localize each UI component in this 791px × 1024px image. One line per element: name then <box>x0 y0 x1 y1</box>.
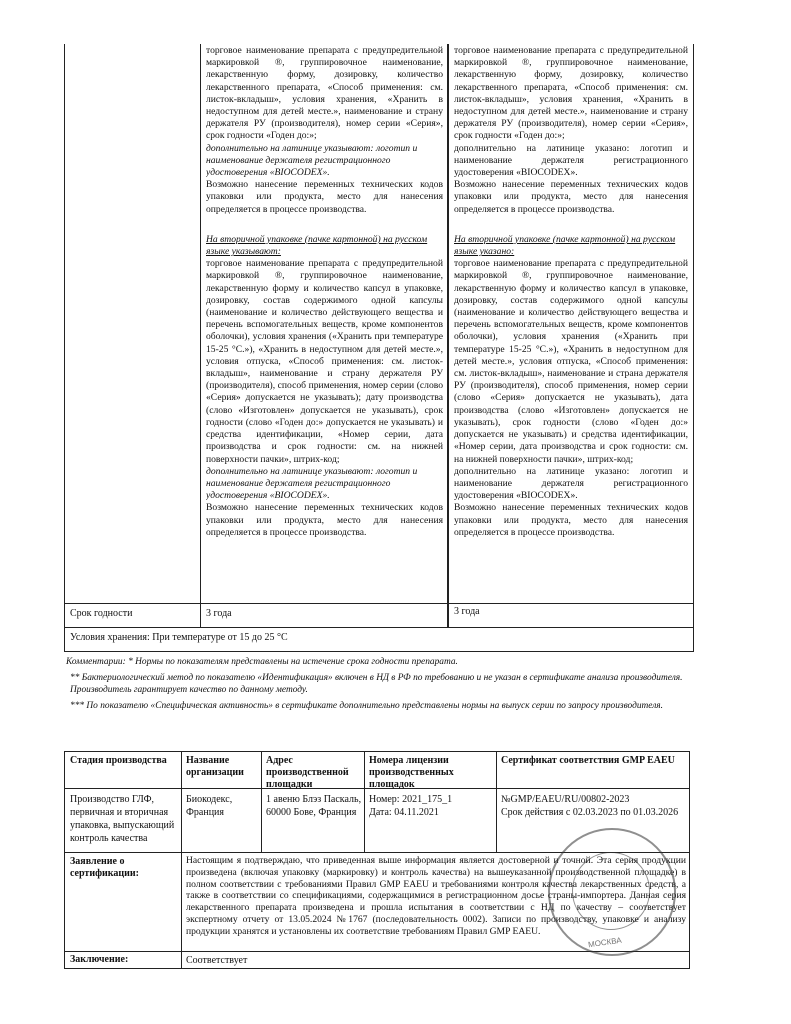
row-address: 1 авеню Блэз Паскаль, 60000 Бове, Франция <box>266 794 362 818</box>
result-primary-text: торговое наименование препарата с предупредительной маркировкой ®, группировочное наименование, лекарственную форму, дозировку, количество лекарственного препарата, «Способ применения: см. листок-вкладыш», условия хранения, «Хранить в недоступном для детей месте.», наименование и страну держателя РУ (производителя), номер серии «Серия», срок годности «Годен до:»; <box>454 45 688 142</box>
lower-table-col2 <box>261 751 262 853</box>
result-secondary-text: торговое наименование препарата с предупредительной маркировкой ®, группировочное наименование, лекарственную форму и количество капсул в упаковке, дозировку, состав содержимого одной капсулы (наименование и количество действующего вещества и перечень вспомогательных веществ, кроме компонентов оболочки), условия хранения («Хранить при температуре 15-25 °С.»), «Хранить в недоступном для детей месте.», условия отпуска, «Способ применения: см. листок-вкладыш», наименование и страна держателя РУ (производителя), способ применения, номер серии (слово «Серия» допускается не указывать), дата производства (слово «Изготовлен» допускается не указывать), срок годности (слово «Годен до:» допускается не указывать) и средства идентификации, «Номер серии, дата производства и срок годности: см. на нижней поверхности пачки», штрих-код; <box>454 258 688 465</box>
spec-secondary-codes-note: Возможно нанесение переменных технических кодов упаковки или продукта, место для нанесения определяется в процессе производства. <box>206 502 443 538</box>
comments-prefix: Комментарии: <box>66 657 126 667</box>
shelf-life-label: Срок годности <box>70 608 133 619</box>
lower-table-right <box>689 751 690 969</box>
result-latin-note: дополнительно на латинице указано: логотип и наименование держателя регистрационного удостоверения «BIOCODEX». <box>454 142 688 179</box>
statement-label: Заявление о сертификации: <box>70 856 140 879</box>
spec-secondary-text: торговое наименование препарата с предупредительной маркировкой ®, группировочное наименование, лекарственную форму и количество капсул в упаковке, дозировку, состав содержимого одной капсулы (наименование и количество действующего вещества и перечень вспомогательных веществ, кроме компонентов оболочки), условия хранения («Хранить при температуре 15-25 °С.»), «Хранить в недоступном для детей месте.», условия отпуска, «Способ применения: см. листок-вкладыш», наименование и страну держателя РУ (производителя), способ применения, номер серии (слово «Серия» допускается не указывать); дату производства (слово «Изготовлен» допускается не указывать), срок годности (слово «Годен до:» допускается не указывать) и средства идентификации, «Номер серии, дата производства и срок годности: см. на нижней поверхности пачки», штрих-код; <box>206 258 443 465</box>
comment-line-2: ** Бактериологический метод по показателю «Идентификация» включен в НД в РФ по требованию и не указан в сертификате анализа производителя. Производитель гарантирует качество по данному методу. <box>70 672 683 695</box>
storage-conditions: Условия хранения: При температуре от 15 до 25 °С <box>70 632 288 643</box>
comment-1-text: * Нормы по показателям представлены на истечение срока годности препарата. <box>128 657 458 667</box>
upper-table-bottom <box>64 651 694 652</box>
spec-cell <box>206 45 443 601</box>
result-codes-note: Возможно нанесение переменных технических кодов упаковки или продукта, место для нанесения определяется в процессе производства. <box>454 179 688 215</box>
header-license: Номера лицензии производственных площадок <box>369 755 454 790</box>
header-gmp: Сертификат соответствия GMP EAEU <box>501 755 675 766</box>
statement-text: Настоящим я подтверждаю, что приведенная выше информация является достоверной и точной. Эта серия продукции произведена (включая упаковку (маркировку) и контроль качества) на вышеуказанной производственной площадке) в полном соответствии с требованиями Правил GMP EAEU и требованиями контроля качества лекарственных средств, а также в соответствии со спецификациями, содержащимися в регистрационном досье страны-импортера. Данная серия лекарственного препарата произведена и прошла испытания в соответствии с НД по качеству – соответствует экспертному отчету от 13.05.2024 №1767 (последовательность 0002). Записи по производству, упаковке и анализу продукции хранятся и установлены их соответствие требованиям Правил GMP EAEU. <box>186 855 686 937</box>
stamp-text: МОСКВА <box>587 935 623 950</box>
row-gmp <box>501 793 687 819</box>
license-date: Дата: 04.11.2021 <box>369 807 439 818</box>
header-org: Название организации <box>186 755 244 778</box>
lower-table-left <box>64 751 65 969</box>
lower-table-col4 <box>496 751 497 853</box>
header-stage: Стадия производства <box>70 755 167 766</box>
spec-secondary-latin-note: дополнительно на латинице указывают: логотип и наименование держателя регистрационного удостоверения «BIOCODEX». <box>206 465 418 502</box>
row-license <box>369 793 493 819</box>
header-address: Адрес производственной площадки <box>266 755 349 790</box>
lower-table-col1 <box>181 751 182 969</box>
gmp-validity: Срок действия с 02.03.2023 по 01.03.2026 <box>501 807 679 818</box>
row-stage: Производство ГЛФ, первичная и вторичная упаковка, выпускающий контроль качества <box>70 794 175 844</box>
upper-table-border-right <box>693 44 694 652</box>
spec-latin-note: дополнительно на латинице указывают: логотип и наименование держателя регистрационного удостоверения «BIOCODEX». <box>206 142 418 179</box>
lower-table-top <box>64 751 690 752</box>
lower-table-bottom <box>64 968 690 969</box>
shelf-life-result: 3 года <box>454 606 480 617</box>
row-org: Биокодекс, Франция <box>186 794 233 818</box>
round-stamp-inner <box>572 852 650 930</box>
result-secondary-heading: На вторичной упаковке (пачке картонной) на русском языке указано: <box>454 233 676 258</box>
upper-table-col1 <box>200 44 201 627</box>
lower-table-col3 <box>364 751 365 853</box>
shelf-life-spec: 3 года <box>206 608 232 619</box>
spacer <box>206 216 443 234</box>
spec-secondary-heading: На вторичной упаковке (пачке картонной) на русском языке указывают: <box>206 233 428 258</box>
spacer <box>454 216 688 234</box>
result-cell <box>454 45 688 601</box>
upper-table-border-left <box>64 44 65 652</box>
result-secondary-latin-note: дополнительно на латинице указано: логотип и наименование держателя регистрационного удостоверения «BIOCODEX». <box>454 465 688 502</box>
comments-block <box>66 656 698 712</box>
conclusion-label: Заключение: <box>70 954 129 965</box>
result-secondary-codes-note: Возможно нанесение переменных технических кодов упаковки или продукта, место для нанесения определяется в процессе производства. <box>454 502 688 538</box>
upper-table-row-shelf <box>64 603 694 604</box>
comment-line-1 <box>66 656 698 669</box>
spec-codes-note: Возможно нанесение переменных технических кодов упаковки или продукта, место для нанесения определяется в процессе производства. <box>206 179 443 215</box>
spec-primary-text: торговое наименование препарата с предупредительной маркировкой ®, группировочное наименование, лекарственную форму, дозировку, количество лекарственного препарата, «Способ применения: см. листок-вкладыш», условия хранения, «Хранить в недоступном для детей месте.», наименование и страну держателя РУ (производителя), номер серии «Серия», срок годности «Годен до:»; <box>206 45 443 142</box>
upper-table-col2 <box>447 44 449 627</box>
conclusion-value: Соответствует <box>186 955 248 966</box>
upper-table-row-storage <box>64 627 694 628</box>
license-number: Номер: 2021_175_1 <box>369 794 453 805</box>
comment-line-3: *** По показателю «Специфическая активность» в сертификате дополнительно представлены нормы на выпуск серии по запросу производителя. <box>70 700 664 711</box>
gmp-number: №GMP/EAEU/RU/00802-2023 <box>501 794 630 805</box>
